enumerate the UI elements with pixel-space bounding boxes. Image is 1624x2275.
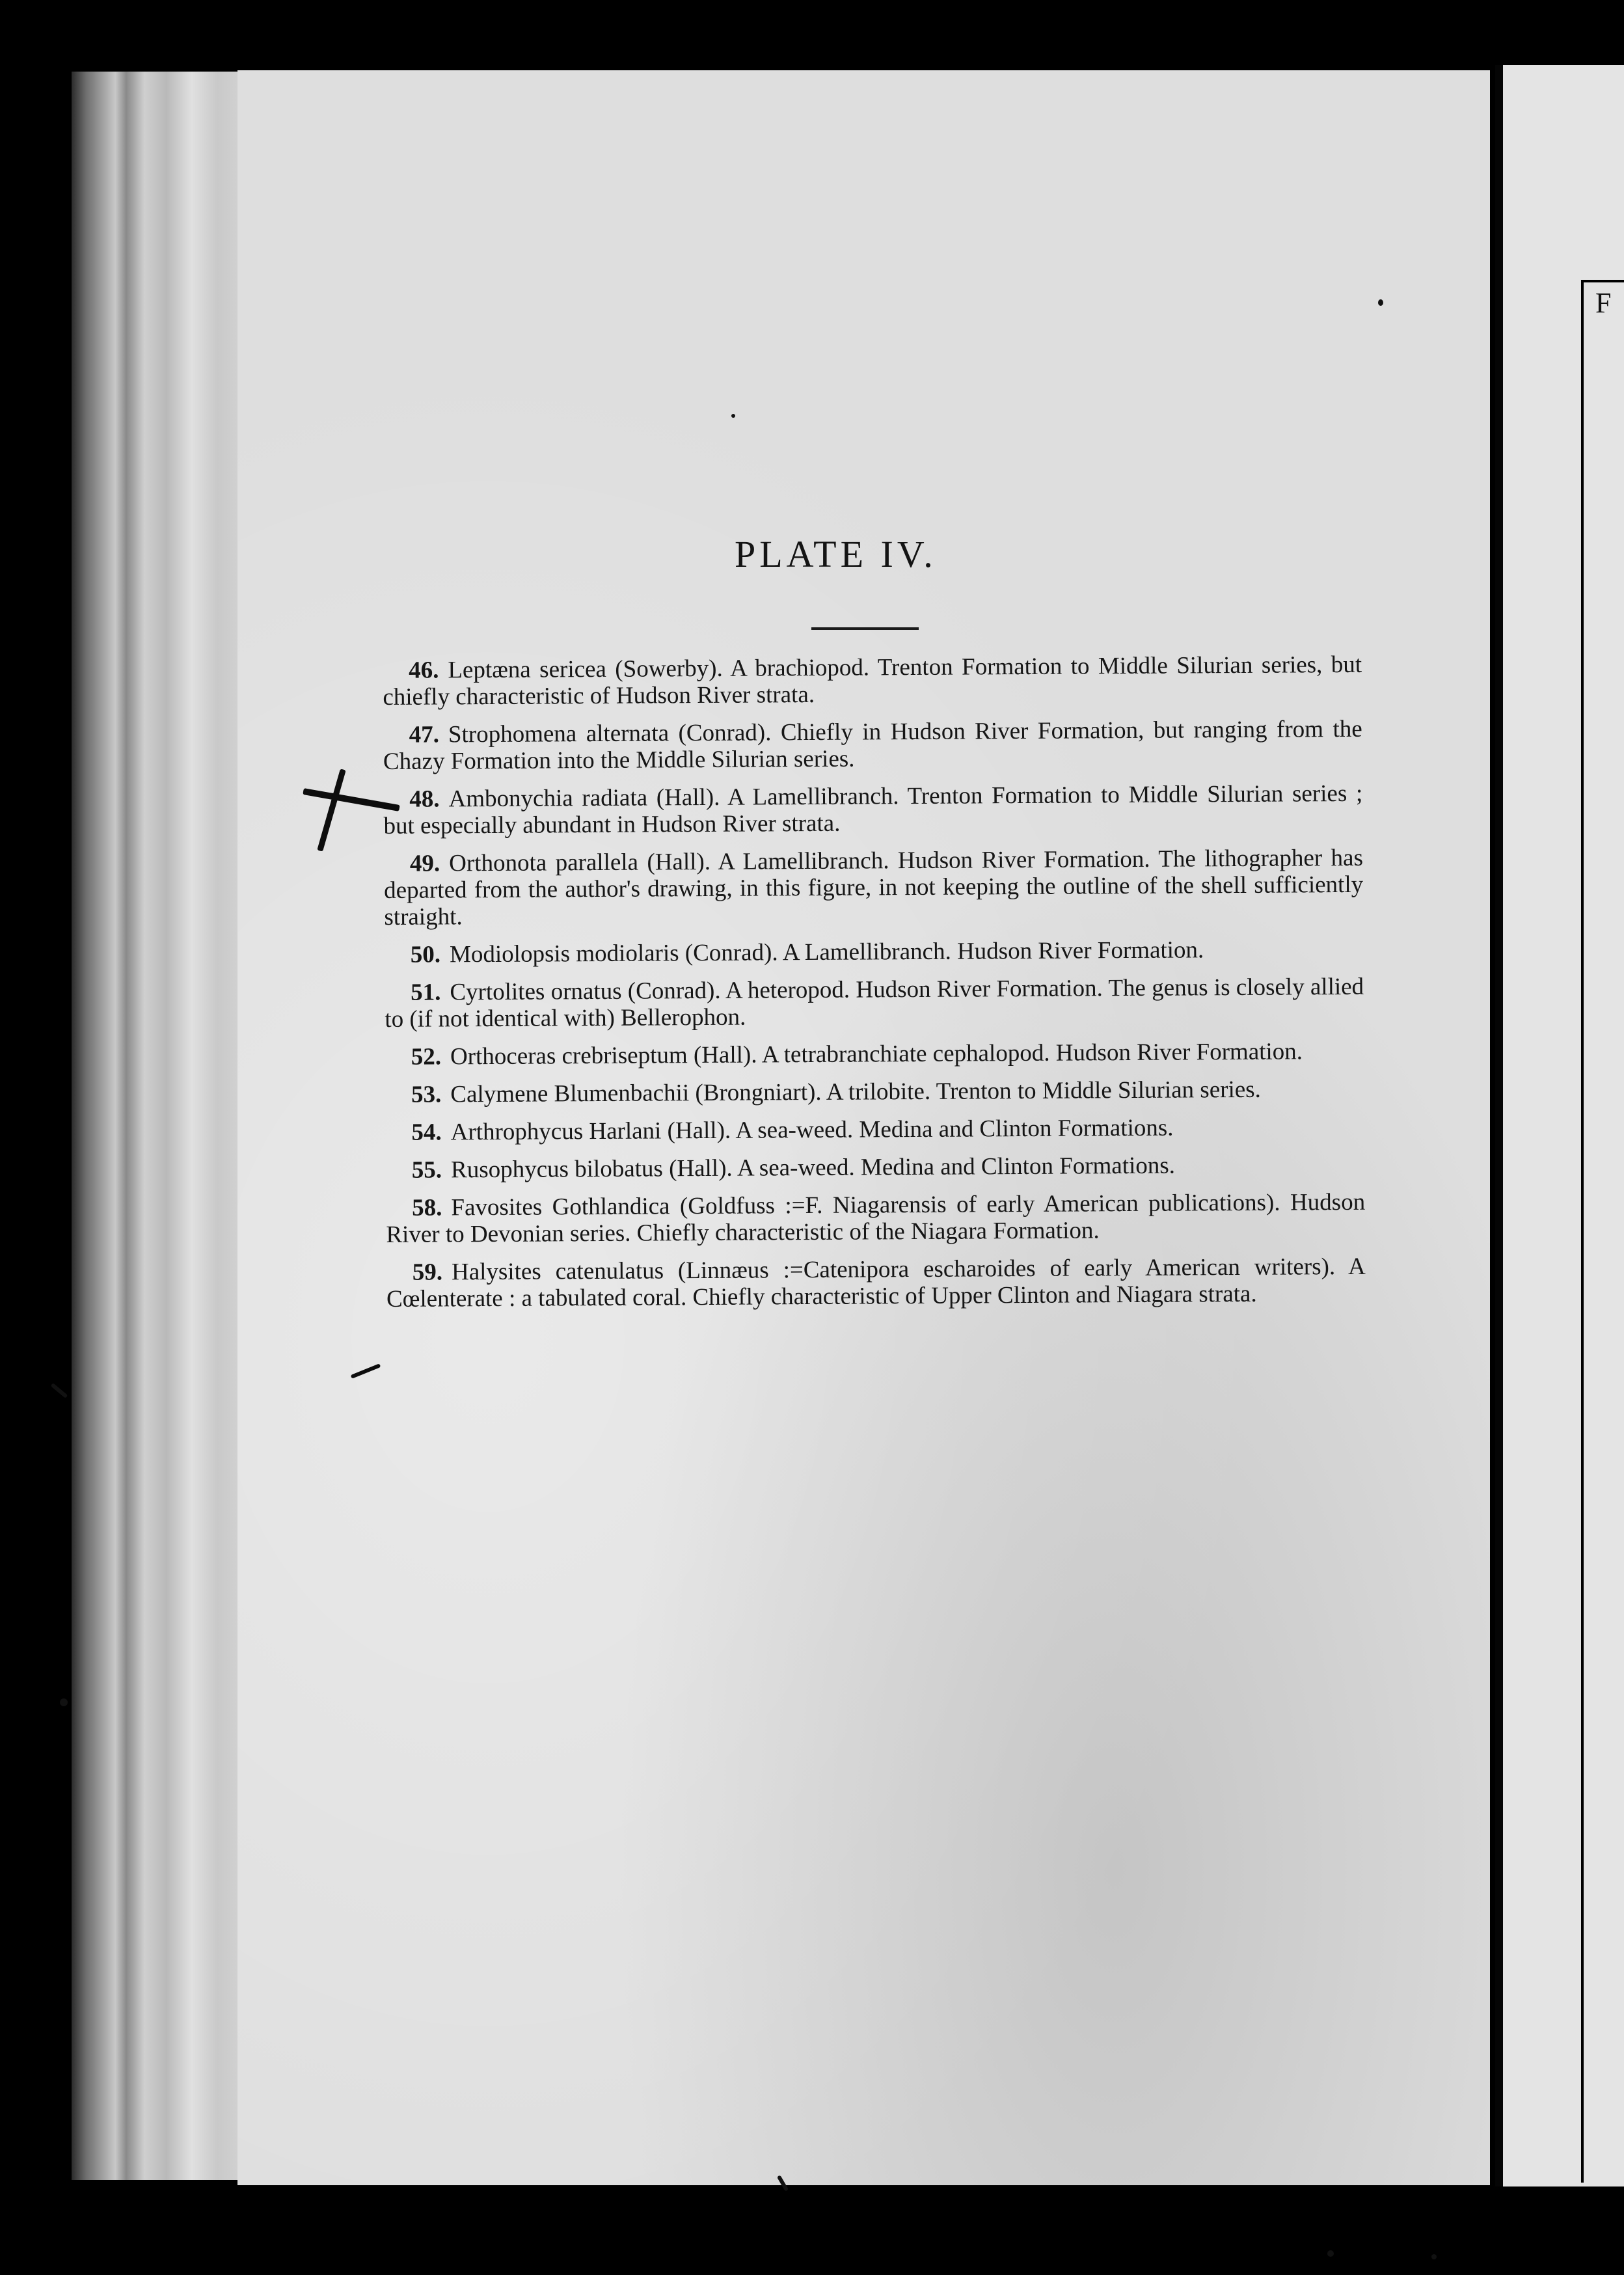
plate-entry [386, 1253, 1366, 1313]
title-divider [811, 627, 919, 630]
entry-number: 58. [412, 1194, 442, 1221]
plate-entry [385, 936, 1364, 968]
entry-number: 46. [408, 657, 439, 684]
plate-entry [385, 974, 1364, 1033]
entry-number: 59. [412, 1259, 443, 1286]
entry-number: 55. [411, 1156, 442, 1184]
entry-number: 47. [409, 721, 440, 748]
entry-text: Ambonychia radiata (Hall). A Lamellibranch. Trenton Formation to Middle Silurian series ; but especially abundant in Hudson River strata. [383, 780, 1363, 839]
plate-entry [385, 1038, 1364, 1070]
page-title: PLATE IV. [735, 533, 937, 575]
plate-entry [383, 651, 1362, 711]
entry-text: Cyrtolites ornatus (Conrad). A heteropod. Hudson River Formation. The genus is closely allied to (if not identical with) Bellerophon. [385, 973, 1364, 1033]
entry-text: Orthoceras crebriseptum (Hall). A tetrabranchiate cephalopod. Hudson River Formation. [450, 1038, 1303, 1070]
entry-number: 49. [409, 850, 440, 877]
plate-entry [383, 716, 1362, 775]
plate-entry [384, 845, 1364, 931]
plate-entry [385, 1113, 1364, 1146]
entry-text: Rusophycus bilobatus (Hall). A sea-weed. Medina and Clinton Formations. [450, 1152, 1176, 1184]
entry-number: 50. [410, 941, 441, 968]
entry-text: Halysites catenulatus (Linnæus :=Catenipora escharoides of early American writers). A Cœlenterate : a tabulated coral. Chiefly characteristic of Upper Clinton and Niagara strata. [386, 1253, 1366, 1313]
entry-text: Arthrophycus Harlani (Hall). A sea-weed. Medina and Clinton Formations. [450, 1114, 1174, 1146]
facing-page-border [1581, 280, 1624, 2183]
plate-entry [383, 780, 1362, 839]
entry-text: Orthonota parallela (Hall). A Lamellibranch. Hudson River Formation. The lithographer has departed from the author's drawing, in this figure, in not keeping the outline of the shell sufficiently straight. [384, 844, 1364, 931]
entry-text: Leptæna sericea (Sowerby). A brachiopod. Trenton Formation to Middle Silurian series, but chiefly characteristic of Hudson River strata. [383, 651, 1362, 711]
plate-entry [386, 1151, 1365, 1184]
scan-speck [51, 1383, 68, 1398]
entry-number: 53. [411, 1081, 442, 1108]
page-edges [72, 72, 254, 2180]
scan-speck [1378, 299, 1383, 306]
entry-number: 48. [409, 785, 440, 813]
scan-speck [60, 1698, 68, 1706]
entry-text: Modiolopsis modiolaris (Conrad). A Lamellibranch. Hudson River Formation. [449, 936, 1204, 968]
facing-page-letter: F [1595, 287, 1612, 319]
entry-text: Calymene Blumenbachii (Brongniart). A trilobite. Trenton to Middle Silurian series. [450, 1076, 1261, 1108]
plate-entry [385, 1076, 1364, 1108]
scan-speck [731, 414, 735, 418]
entry-number: 51. [411, 979, 441, 1006]
entry-number: 54. [411, 1119, 442, 1146]
scan-speck [1327, 2250, 1334, 2257]
scan-speck [1431, 2254, 1437, 2259]
entry-number: 52. [411, 1043, 442, 1070]
entry-text: Favosites Gothlandica (Goldfuss :=F. Niagarensis of early American publications). Hudson River to Devonian series. Chiefly characteristic of the Niagara Formation. [386, 1188, 1366, 1248]
entry-text: Strophomena alternata (Conrad). Chiefly in Hudson River Formation, but ranging from the Chazy Formation into the Middle Silurian series. [383, 715, 1362, 775]
plate-entries-list [383, 651, 1366, 1324]
plate-entry [386, 1189, 1365, 1248]
